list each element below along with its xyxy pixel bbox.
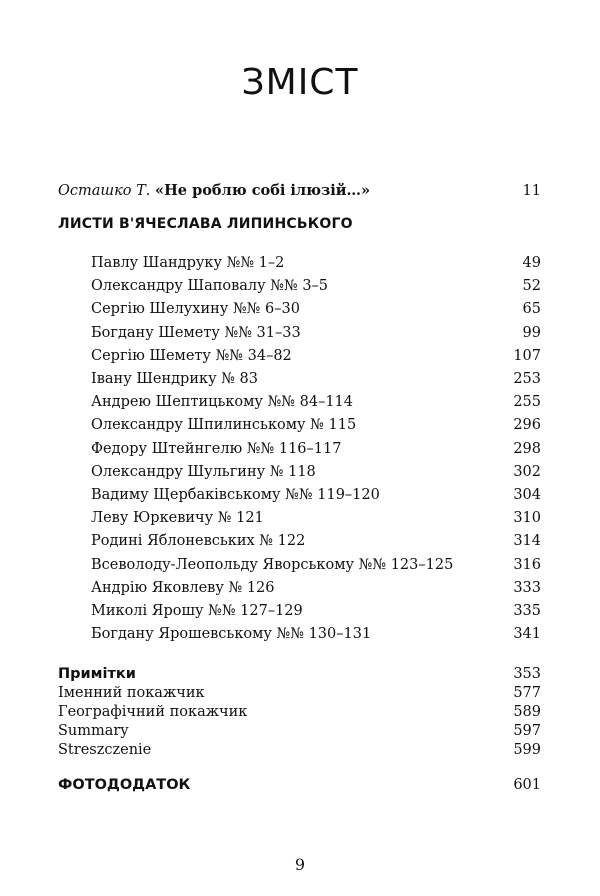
toc-entry-page: 333 (513, 579, 541, 596)
toc-entry[interactable] (91, 461, 541, 483)
intro-author: Осташко Т. (58, 183, 151, 199)
toc-entry[interactable] (91, 275, 541, 297)
toc-entry-page: 577 (513, 685, 541, 701)
toc-entry-page: 107 (513, 347, 541, 364)
toc-entry-label: Леву Юркевичу № 121 (91, 510, 264, 527)
toc-entry[interactable] (91, 368, 541, 390)
toc-entry[interactable] (91, 577, 541, 599)
toc-entry[interactable] (91, 484, 541, 506)
toc-entry-page: 52 (522, 278, 541, 295)
toc-entry-page: 314 (513, 533, 541, 550)
toc-entry[interactable] (91, 507, 541, 529)
toc-entry[interactable] (91, 391, 541, 413)
toc-entry-page: 49 (522, 255, 541, 271)
toc-entry[interactable] (91, 414, 541, 436)
toc-entry-label: Олександру Шульгину № 118 (91, 463, 316, 480)
toc-entry-label: Олександру Шаповалу №№ 3–5 (91, 278, 329, 295)
toc-entry-page: 255 (513, 394, 541, 411)
toc-entry-page: 597 (513, 723, 541, 739)
toc-entry[interactable] (91, 252, 541, 274)
toc-entry-label: Примітки (58, 666, 136, 682)
toc-entry[interactable] (91, 600, 541, 622)
toc-entry-label: Вадиму Щербаківському №№ 119–120 (91, 487, 380, 503)
toc-entry-page: 599 (513, 742, 541, 758)
toc-entry[interactable] (91, 623, 541, 645)
toc-entry-page: 65 (522, 301, 541, 318)
toc-entry-page: 341 (513, 626, 541, 643)
toc-entry-label: Богдану Ярошевському №№ 130–131 (91, 626, 372, 643)
toc-entry-label: Сергію Шелухину №№ 6–30 (91, 301, 300, 318)
toc-entry-page: 11 (522, 183, 541, 199)
toc-entry-page: 296 (513, 417, 541, 434)
page-number: 9 (294, 855, 306, 874)
toc-entry-page: 304 (513, 487, 541, 503)
toc-entry[interactable] (58, 739, 541, 761)
toc-entry-page: 302 (513, 463, 541, 480)
toc-entry-label: Всеволоду-Леопольду Яворському №№ 123–125 (91, 556, 454, 573)
toc-entry[interactable] (91, 298, 541, 320)
toc-entry-label: Андрею Шептицькому №№ 84–114 (91, 394, 354, 411)
toc-entry[interactable] (91, 530, 541, 552)
toc-entry-page: 253 (513, 371, 541, 387)
toc-entry-label: Сергію Шемету №№ 34–82 (91, 347, 292, 364)
toc-entry-label: Summary (58, 723, 129, 739)
toc-entry[interactable] (91, 322, 541, 344)
toc-entry-page: 99 (522, 324, 541, 341)
toc-entry-page: 298 (513, 440, 541, 457)
toc-entry-page: 310 (513, 510, 541, 527)
toc-entry-label: Олександру Шпилинському № 115 (91, 417, 357, 434)
toc-entry-label: Федору Штейнгелю №№ 116–117 (91, 440, 342, 457)
toc-entry-label: Богдану Шемету №№ 31–33 (91, 324, 301, 341)
toc-entry-label: Івану Шендрику № 83 (91, 371, 258, 387)
toc-entry-label: Павлу Шандруку №№ 1–2 (91, 255, 285, 271)
toc-entry-page: 353 (513, 666, 541, 682)
toc-entry-label: Родині Яблоневських № 122 (91, 533, 306, 550)
section-heading: ЛИСТИ В'ЯЧЕСЛАВА ЛИПИНСЬКОГО (58, 216, 353, 232)
intro-work: «Не роблю собі ілюзій…» (155, 182, 371, 199)
toc-entry-label: Іменний покажчик (58, 685, 205, 701)
toc-entry-page: 335 (513, 603, 541, 619)
toc-entry-intro[interactable] (58, 180, 541, 202)
toc-entry-label: ФОТОДОДАТОК (58, 777, 191, 793)
toc-entry-label: Миколі Ярошу №№ 127–129 (91, 603, 303, 619)
toc-entry-label (58, 180, 370, 202)
toc-entry[interactable] (91, 554, 541, 576)
toc-entry-label: Географічний покажчик (58, 704, 248, 720)
toc-entry-page: 316 (513, 556, 541, 573)
toc-entry-page: 589 (513, 704, 541, 720)
toc-entry-label: Андрію Яковлеву № 126 (91, 579, 275, 596)
toc-entry-page: 601 (513, 777, 541, 793)
page-title: ЗМІСТ (241, 62, 359, 103)
toc-entry[interactable] (91, 345, 541, 367)
toc-entry[interactable] (91, 438, 541, 460)
toc-entry-label: Streszczenie (58, 742, 152, 758)
toc-entry-photo-section[interactable] (58, 774, 541, 796)
